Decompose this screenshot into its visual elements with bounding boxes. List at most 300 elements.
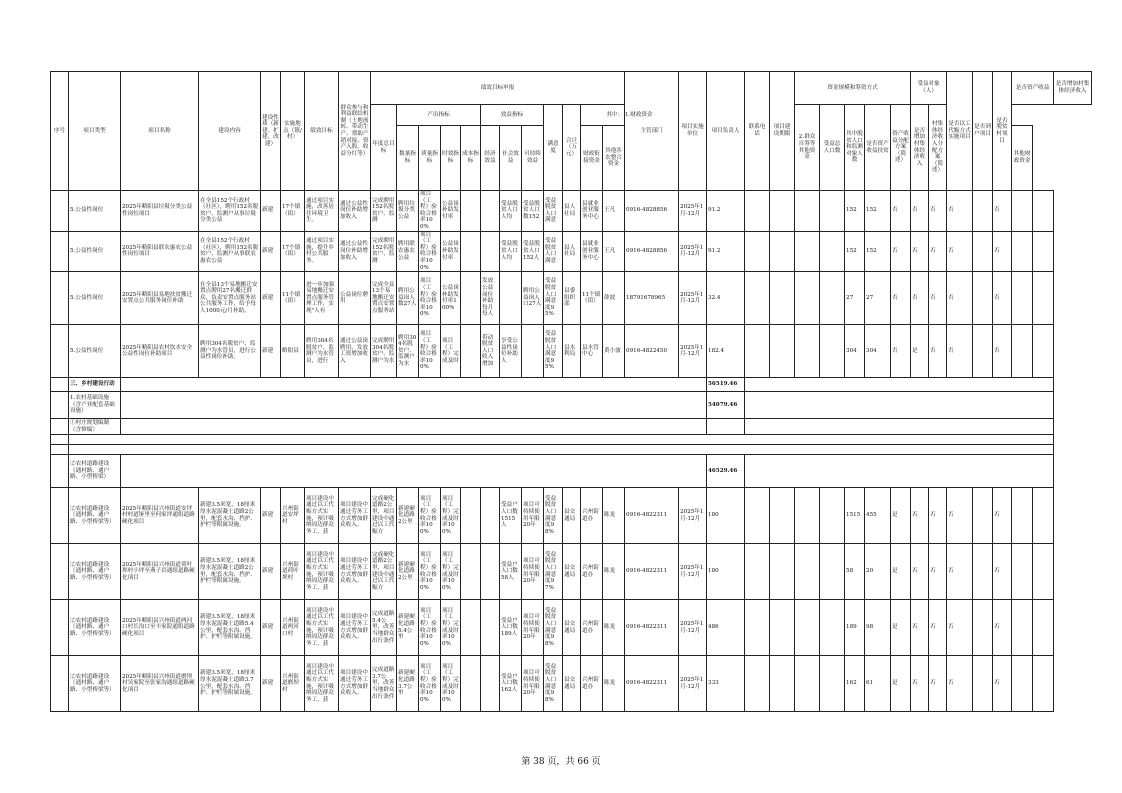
cell-nature: 新建 (261, 272, 281, 325)
cell-nature: 新建 (261, 656, 281, 712)
header-asset-a: 是否资产收益扶贫 (865, 105, 891, 191)
cell-fin-c (795, 272, 820, 325)
cell-seq (51, 231, 69, 272)
header-effect: 效益指标 (481, 105, 544, 126)
cell-pv: 否 (929, 231, 947, 272)
cell-phone: 0916-4822450 (625, 325, 679, 378)
cell-goal: 项目建设中通过以工代赈方式实施，预计吸纳周边群众务工，获 (305, 656, 339, 712)
cell-coll-a: 否 (993, 272, 1012, 325)
cell-cost (461, 325, 481, 378)
section-row (51, 419, 1092, 435)
cell-asset-a: 否 (947, 231, 973, 272)
cell-satisf: 受益脱贫人口满意度98% (544, 488, 563, 544)
cell-asset-b (973, 272, 993, 325)
cell-type: ②农村道路建设（通村路、通户路、小型桥梁等） (69, 544, 121, 600)
cell-relief: 是 (891, 600, 911, 656)
cell-mass: 项目建设中通过劳务工方式增加群众收入。 (339, 600, 371, 656)
cell-annual: 完成聘用152名脱贫户、监测 (371, 231, 397, 272)
cell-unit: 兴州街道办 (581, 544, 603, 600)
cell-total: 180 (707, 544, 745, 600)
cell-demo: 否 (911, 272, 929, 325)
cell-phone: 0916-4822311 (625, 544, 679, 600)
cell-period: 2025年1月-12月 (679, 488, 707, 544)
cell-qty: 新建硬化道路2公里 (397, 544, 419, 600)
header-quality: 质量指标 (419, 126, 441, 191)
cell-quality: 项目（工程）验收合格率100% (419, 544, 441, 600)
cell-time: 项目（工程）完成及时率100% (441, 488, 461, 544)
cell-coll-a: 否 (993, 325, 1012, 378)
header-phone: 联系电话 (745, 72, 770, 191)
cell-pv: 否 (929, 488, 947, 544)
header-sustain: 可持续效益 (522, 126, 544, 191)
header-fin-c: 其他财政资金 (1012, 126, 1033, 191)
cell-total: 180 (707, 488, 745, 544)
cell-time: 公益岗补助发付率 (441, 191, 461, 232)
cell-asset-a: 否 (947, 191, 973, 232)
header-unit: 项目实施单位 (679, 72, 707, 191)
cell-total: 182.4 (707, 325, 745, 378)
table-row (51, 488, 1092, 544)
cell-unit: 11个镇（街） (581, 272, 603, 325)
header-among-label: 其中： (606, 111, 624, 118)
cell-coll-a: 否 (993, 600, 1012, 656)
cell-place: 略阳县 (281, 325, 305, 378)
cell-fin-c (795, 231, 820, 272)
header-period: 项目建设期限 (770, 72, 795, 191)
header-perf: 绩效目标申报 (371, 72, 625, 105)
cell-qty: 新建硬化道路3.7公里 (397, 656, 419, 712)
cell-fin-c (795, 191, 820, 232)
cell-leader: 陈龙 (603, 656, 625, 712)
cell-satisf: 受益脱贫人口满意度95% (544, 325, 563, 378)
cell-period: 2025年1月-12月 (679, 544, 707, 600)
cell-demo: 否 (911, 600, 929, 656)
cell-unit: 兴州街道办 (581, 656, 603, 712)
cell-satisf: 受益脱贫人口满意度98% (544, 600, 563, 656)
cell-name: 2025年略阳县联农惠农公益性岗位项目 (121, 231, 199, 272)
cell-period: 2025年1月-12月 (679, 656, 707, 712)
cell-unit: 兴州街道办 (581, 600, 603, 656)
cell-relief: 是 (891, 656, 911, 712)
cell-cost (461, 544, 481, 600)
cell-fin-a (745, 325, 770, 378)
cell-asset-b (973, 325, 993, 378)
cell-social (500, 272, 522, 325)
cell-self (820, 191, 845, 232)
cell-fin-b (770, 191, 795, 232)
cell-extra (1033, 191, 1054, 232)
header-self: 2.群众自筹等其他资金 (795, 105, 820, 191)
header-benef-poor: 其中脱贫人口和监测对象人数 (845, 105, 865, 191)
cell-demo: 否 (911, 488, 929, 544)
section-label: ①村庄规划编制（含修编） (69, 419, 121, 435)
cell-coll-a: 否 (993, 488, 1012, 544)
cell-fin-a (745, 191, 770, 232)
cell-benef-total: 162 (845, 656, 865, 712)
cell-sustain: 受益脱贫人口152人 (522, 231, 544, 272)
section-label: ②农村道路建设（通村路、通户路、小型桥梁） (69, 455, 121, 488)
cell-phone: 18791678965 (625, 272, 679, 325)
header-dept: 主管部门 (625, 72, 679, 191)
cell-leader: 陈龙 (603, 544, 625, 600)
table-row (51, 191, 1092, 232)
cell-content: 聘用304名脱贫户、监测户为水管员，进行公益性岗位补助。 (199, 325, 261, 378)
cell-cost (461, 488, 481, 544)
cell-annual: 完成聘用152名脱贫户、监测 (371, 191, 397, 232)
cell-satisf: 受益脱贫人口满意 (544, 231, 563, 272)
cell-econ: 带动脱贫人口收入增加 (481, 325, 500, 378)
header-output: 产出指标 (397, 105, 481, 126)
table-row (51, 272, 1092, 325)
cell-mass: 通过公益岗聘用，发放工资增加收入 (339, 325, 371, 378)
cell-coll-a: 否 (993, 544, 1012, 600)
cell-time: 项目（工程）完成及时率100% (441, 600, 461, 656)
cell-pv: 否 (929, 272, 947, 325)
cell-time: 公益岗补助发付率 (441, 231, 461, 272)
cell-dept: 县交通局 (563, 544, 581, 600)
cell-demo: 否 (911, 231, 929, 272)
cell-benef-total: 304 (845, 325, 865, 378)
cell-benef-total: 1515 (845, 488, 865, 544)
cell-unit: 兴州街道办 (581, 488, 603, 544)
cell-relief: 否 (891, 191, 911, 232)
cell-fin-b (770, 272, 795, 325)
cell-leader: 黄小波 (603, 325, 625, 378)
cell-quality: 项目（工程）验收合格率100% (419, 488, 441, 544)
cell-sustain (522, 325, 544, 378)
cell-extra (1033, 325, 1054, 378)
cell-place: 17个镇（街） (281, 191, 305, 232)
section-label: 1.农村基础设施（含产业配套基础设施） (69, 392, 121, 419)
cell-social: 享受公益性岗位补助人 (500, 325, 522, 378)
table-row (51, 231, 1092, 272)
cell-benef-total: 152 (845, 231, 865, 272)
cell-relief: 否 (891, 272, 911, 325)
cell-fin-a (745, 272, 770, 325)
cell-social: 受益脱贫人口人均 (500, 191, 522, 232)
cell-goal: 聘用304名脱贫户、监测户为水管员，进行 (305, 325, 339, 378)
cell-place: 兴州街道磨坝村 (281, 656, 305, 712)
spacer-row (51, 445, 1092, 455)
cell-time: 项目（工程）完成及时率100% (441, 656, 461, 712)
cell-content: 在全县152个行政村（社区），聘用152名脱贫户、监测户从事垃圾分类公益 (199, 191, 261, 232)
cell-type: ②农村道路建设（通村路、通户路、小型桥梁等） (69, 600, 121, 656)
cell-annual: 完成全县13个易地搬迁安置点安置点服务站 (371, 272, 397, 325)
header-fund: 资金规模和筹资方式 (795, 72, 911, 105)
cell-mass: 公益岗位聘用 (339, 272, 371, 325)
cell-relief: 否 (891, 231, 911, 272)
cell-place: 兴州街道安坪村 (281, 488, 305, 544)
header-asset-b: 资产收益分配方案（简述） (891, 105, 911, 191)
cell-annual: 完成聘用304名脱贫户、监测户为水 (371, 325, 397, 378)
cell-asset-a: 否 (947, 544, 973, 600)
cell-sustain: 项目可持续使用年限20年 (522, 544, 544, 600)
cell-fin-b (770, 325, 795, 378)
cell-qty: 聘用联农惠农公益 (397, 231, 419, 272)
cell-total: 486 (707, 600, 745, 656)
cell-type: 5.公益性岗位 (69, 191, 121, 232)
cell-demo: 否 (911, 191, 929, 232)
header-coll-b: 村集体经济收入分配方案（简述） (929, 105, 947, 191)
cell-econ (481, 656, 500, 712)
cell-pv: 否 (929, 600, 947, 656)
cell-content: 新建3.5米宽、18厘米厚水泥混凝土道路2公里，配套水沟、挡护、护栏等附属设施。 (199, 544, 261, 600)
cell-dept: 县交通局 (563, 656, 581, 712)
cell-quality: 项目（工程）验收合格率100% (419, 656, 441, 712)
cell-leader: 薛波 (603, 272, 625, 325)
cell-benef-total: 27 (845, 272, 865, 325)
cell-sustain: 项目可持续使用年限20年 (522, 656, 544, 712)
cell-goal: 项目建设中通过以工代赈方式实施，预计吸纳周边群众务工，获 (305, 600, 339, 656)
cell-total: 32.4 (707, 272, 745, 325)
cell-quality: 项目（工程）验收合格率100% (419, 231, 441, 272)
cell-content: 新建3.5米宽、18厘米厚水泥混凝土道路3.7公里，配套水沟、挡护、护栏等附属设施。 (199, 656, 261, 712)
cell-demo: 否 (911, 656, 929, 712)
section-row (51, 455, 1092, 488)
cell-name: 2025年略阳县易地扶贫搬迁安置点公共服务岗位补助 (121, 272, 199, 325)
cell-nature: 新建 (261, 231, 281, 272)
header-coll-a: 是否增加村集体经济收入 (911, 105, 929, 191)
cell-mass: 通过公益性岗位补助增加收入 (339, 231, 371, 272)
header-asset: 是否资产收益 (1012, 72, 1054, 105)
cell-type: 5.公益性岗位 (69, 231, 121, 272)
cell-phone: 0916-4822311 (625, 656, 679, 712)
cell-cost (461, 231, 481, 272)
header-econ: 经济效益 (481, 126, 500, 191)
project-table (50, 71, 1092, 712)
cell-nature: 新建 (261, 600, 281, 656)
cell-type: ②农村道路建设（通村路、通户路、小型桥梁等） (69, 656, 121, 712)
section-row (51, 378, 1092, 392)
header-goal: 绩效目标 (305, 72, 339, 191)
cell-dept: 县水利局 (563, 325, 581, 378)
cell-qty: 新建硬化道路2公里 (397, 488, 419, 544)
header-content: 建设内容 (199, 72, 261, 191)
cell-quality: 项目（工程）验收合格率100% (419, 600, 441, 656)
cell-social: 受益脱贫人口人均 (500, 231, 522, 272)
cell-econ (481, 544, 500, 600)
cell-asset-a: 否 (947, 488, 973, 544)
cell-content: 新建3.5米宽、18厘米厚水泥混凝土道路2公里，配套水沟、挡护、护栏等附属设施。 (199, 488, 261, 544)
cell-benef-total: 152 (845, 191, 865, 232)
header-qty: 数量指标 (397, 126, 419, 191)
cell-coll-b (1012, 272, 1033, 325)
cell-econ (481, 231, 500, 272)
cell-seq (51, 191, 69, 232)
cell-social: 受益户人口数58人 (500, 544, 522, 600)
cell-leader: 王凡 (603, 191, 625, 232)
cell-time: 项目（工程）完成及时率100% (441, 544, 461, 600)
header-total: 合计（万元） (563, 105, 581, 191)
cell-name: 2025年略阳县兴州街道荷叶坝村小坪至燕子岩通组道路硬化项目 (121, 544, 199, 600)
cell-time: 项目（工程）完成及时 (441, 325, 461, 378)
cell-period: 2025年1月-12月 (679, 325, 707, 378)
cell-asset-a: 否 (947, 656, 973, 712)
cell-cost (461, 191, 481, 232)
cell-relief: 是 (891, 488, 911, 544)
cell-period: 2025年1月-12月 (679, 272, 707, 325)
cell-name: 2025年略阳县兴州街道安坪村村道垭里至何家坪通组道路硬化项目 (121, 488, 199, 544)
section-total: 46529.46 (707, 455, 745, 488)
cell-place: 11个镇（街） (281, 272, 305, 325)
cell-satisf: 受益脱贫人口满意度98% (544, 656, 563, 712)
cell-coll-b (1012, 191, 1033, 232)
header-relief: 是否以工代赈方式实施项目 (947, 72, 973, 191)
header-pname: 项目名称 (121, 72, 199, 191)
cell-seq (51, 272, 69, 325)
cell-self (820, 231, 845, 272)
cell-seq (51, 325, 69, 378)
cell-goal: 项目建设中通过以工代赈方式实施，预计吸纳周边群众务工，获 (305, 488, 339, 544)
cell-asset-b (973, 231, 993, 272)
cell-pv: 否 (929, 656, 947, 712)
cell-benef-poor: 152 (865, 191, 891, 232)
header-satisf: 满意度 (544, 105, 563, 191)
header-demo: 是否到户项目 (973, 72, 993, 191)
header-ptype: 项目类型 (69, 72, 121, 191)
cell-content: 在全县152个行政村（社区），聘用152名脱贫户、监测户从事联农惠农公益 (199, 231, 261, 272)
cell-content: 新建3.5米宽、18厘米厚水泥混凝土道路5.4公里，配套水沟、挡护、护栏等附属设施。 (199, 600, 261, 656)
cell-coll-a: 否 (993, 191, 1012, 232)
cell-extra (1033, 231, 1054, 272)
cell-mass: 通过公益性岗位补助增加收入 (339, 191, 371, 232)
cell-quality: 项目（工程）验收合格率100% (419, 272, 441, 325)
cell-mass: 项目建设中通过劳务工方式增加群众收入。 (339, 656, 371, 712)
cell-goal: 通过项目实施，提升乡村公共服务。 (305, 231, 339, 272)
project-table-sheet (50, 71, 1092, 712)
header-nature: 建设性质（新建、扩建、改建） (261, 72, 281, 191)
header-annual: 年度总目标 (371, 105, 397, 191)
header-leader: 项目负责人 (707, 72, 745, 191)
header-cost: 成本指标 (461, 126, 481, 191)
cell-demo: 是 (911, 325, 929, 378)
cell-dept: 县交通局 (563, 488, 581, 544)
table-row (51, 600, 1092, 656)
cell-asset-b (973, 191, 993, 232)
cell-leader: 王凡 (603, 231, 625, 272)
cell-phone: 0916-4822311 (625, 600, 679, 656)
cell-benef-poor: 152 (865, 231, 891, 272)
cell-name: 2025年略阳县垃圾分类公益性岗位项目 (121, 191, 199, 232)
cell-phone: 0916-4822311 (625, 488, 679, 544)
cell-fin-b (770, 231, 795, 272)
header-time: 时效指标 (441, 126, 461, 191)
table-row (51, 544, 1092, 600)
cell-coll-a: 否 (993, 231, 1012, 272)
header-fin: 1.财政资金 (624, 111, 653, 118)
cell-leader: 陈龙 (603, 600, 625, 656)
cell-relief: 是 (891, 544, 911, 600)
cell-econ (481, 191, 500, 232)
cell-dept: 县交通局 (563, 600, 581, 656)
cell-total: 91.2 (707, 191, 745, 232)
cell-goal: 通过项目实施，改善居住环境卫生。 (305, 191, 339, 232)
cell-type: 5.公益性岗位 (69, 325, 121, 378)
cell-sustain: 受益脱贫人口数152 (522, 191, 544, 232)
cell-fin-a (745, 231, 770, 272)
cell-pv: 否 (929, 544, 947, 600)
header-among (581, 105, 679, 126)
cell-qty: 聘用304名脱贫户、监测户为水 (397, 325, 419, 378)
cell-benef-poor: 98 (865, 600, 891, 656)
cell-pv: 否 (929, 191, 947, 232)
cell-unit: 县就业创业服务中心 (581, 191, 603, 232)
cell-sustain: 聘用公益岗人口27人 (522, 272, 544, 325)
section-total (707, 419, 745, 435)
header-place: 实施地点（镇/村） (281, 72, 305, 191)
cell-benef-poor: 455 (865, 488, 891, 544)
cell-name: 2025年略阳县兴州街道两河口村长沟口至丰家院通组道路硬化项目 (121, 600, 199, 656)
section-row (51, 392, 1092, 419)
cell-social: 受益户人口数1515人 (500, 488, 522, 544)
cell-benef-poor: 304 (865, 325, 891, 378)
cell-name: 2025年略阳县农村饮水安全公益性岗位补助项目 (121, 325, 199, 378)
header-pv: 是否脱贫村项目 (993, 72, 1012, 191)
cell-cost (461, 272, 481, 325)
cell-benef-poor: 61 (865, 656, 891, 712)
cell-sustain: 项目可持续使用年限20年 (522, 488, 544, 544)
cell-satisf: 受益脱贫人口满意 (544, 191, 563, 232)
cell-extra (1033, 272, 1054, 325)
cell-benef-total: 189 (845, 600, 865, 656)
cell-coll-b (1012, 231, 1033, 272)
cell-place: 兴州街道荷叶坝村 (281, 544, 305, 600)
cell-pv: 否 (929, 325, 947, 378)
cell-mass: 项目建设中通过劳务工方式增加群众收入。 (339, 544, 371, 600)
cell-mass: 项目建设中通过劳务工方式增加群众收入。 (339, 488, 371, 544)
cell-unit: 县水管中心 (581, 325, 603, 378)
cell-phone: 0916-4828856 (625, 231, 679, 272)
cell-nature: 新建 (261, 544, 281, 600)
section-total: 54079.46 (707, 392, 745, 419)
cell-qty: 聘用公益岗人数27人 (397, 272, 419, 325)
cell-phone: 0916-4828856 (625, 191, 679, 232)
cell-dept: 县人社局 (563, 231, 581, 272)
cell-asset-a: 否 (947, 600, 973, 656)
cell-demo: 否 (911, 544, 929, 600)
cell-time: 公益岗补助发付率100% (441, 272, 461, 325)
header-fin-a: 财政衔接资金 (581, 126, 603, 191)
cell-asset-a: 否 (947, 325, 973, 378)
cell-place: 兴州街道两河口村 (281, 600, 305, 656)
cell-period: 2025年1月-12月 (679, 191, 707, 232)
header-social: 社会效益 (500, 126, 522, 191)
cell-benef-poor: 20 (865, 544, 891, 600)
header-seq: 序号 (51, 72, 69, 191)
cell-place: 17个镇（街） (281, 231, 305, 272)
header-benef-total: 受益总人口数 (820, 105, 845, 191)
header-fin-b: 其他涉农整合资金 (603, 126, 625, 191)
cell-econ (481, 600, 500, 656)
cell-social: 受益户人口数189人 (500, 600, 522, 656)
cell-period: 2025年1月-12月 (679, 600, 707, 656)
cell-cost (461, 600, 481, 656)
cell-content: 在全县13个易地搬迁安置点聘用27名搬迁群众，负责安置点服务站公共服务工作，给予每人1000元/月补助。 (199, 272, 261, 325)
cell-goal: 进一步加强易地搬迁安置点服务管理工作，实现"人有 (305, 272, 339, 325)
cell-relief: 否 (891, 325, 911, 378)
cell-total: 333 (707, 656, 745, 712)
cell-econ (481, 488, 500, 544)
spacer-row (51, 435, 1092, 445)
cell-leader: 陈龙 (603, 488, 625, 544)
cell-qty: 聘用垃圾分类公益 (397, 191, 419, 232)
cell-type: ②农村道路建设（通村路、通户路、小型桥梁等） (69, 488, 121, 544)
cell-name: 2025年略阳县兴州街道磨坝村吴家院至张家沟通组道路硬化项目 (121, 656, 199, 712)
cell-coll-a: 否 (993, 656, 1012, 712)
cell-qty: 新建硬化道路5.4公里 (397, 600, 419, 656)
cell-dept: 县人社局 (563, 191, 581, 232)
cell-self (820, 325, 845, 378)
